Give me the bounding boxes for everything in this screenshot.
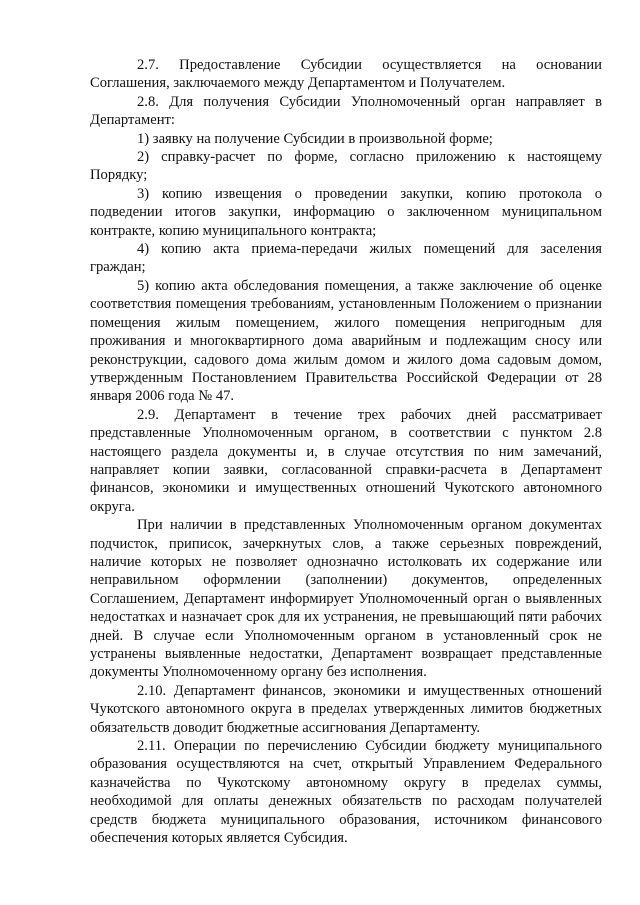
- paragraph-2-9-continued: При наличии в представленных Уполномоченным органом документах подчисток, приписок, зачеркнутых слов, а также серьезных повреждений, наличие которых не позволяет однозначно истолковать их содержание или неправильном оформлении (заполнении) документов, определенных Соглашением, Департамент информирует Уполномоченный орган о выявленных недостатках и назначает срок для их устранения, не превышающий пяти рабочих дней. В случае если Уполномоченным органом в установленный срок не устранены выявленные недостатки, Департамент возвращает представленные документы Уполномоченному органу без исполнения.: [90, 517, 602, 681]
- paragraph-2-8: 2.8. Для получения Субсидии Уполномоченный орган направляет в Департамент:: [90, 93, 602, 129]
- paragraph-2-7: 2.7. Предоставление Субсидии осуществляется на основании Соглашения, заключаемого между Департаментом и Получателем.: [90, 57, 602, 92]
- list-item-3: 3) копию извещения о проведении закупки, копию протокола о подведении итогов закупки, информацию о заключенном муниципальном контракте, копию муниципального контракта;: [90, 185, 602, 239]
- paragraph-2-9: 2.9. Департамент в течение трех рабочих дней рассматривает представленные Уполномоченным органом, в соответствии с пунктом 2.8 настоящего раздела документы и, в случае отсутствия по ним замечаний, направляет копии заявки, согласованной справки-расчета в Департамент финансов, экономики и имущественных отношений Чукотского автономного округа.: [90, 406, 602, 515]
- list-item-2: 2) справку-расчет по форме, согласно приложению к настоящему Порядку;: [90, 149, 602, 184]
- paragraph-2-10: 2.10. Департамент финансов, экономики и имущественных отношений Чукотского автономного округа в пределах утвержденных лимитов бюджетных обязательств доводит бюджетные ассигнования Департаменту.: [90, 682, 602, 736]
- list-item-1: 1) заявку на получение Субсидии в произвольной форме;: [137, 130, 493, 147]
- paragraph-2-11: 2.11. Операции по перечислению Субсидии бюджету муниципального образования осуществляются на счет, открытый Управлением Федерального казначейства по Чукотскому автономному округу в пределах суммы, необходимой для оплаты денежных обязательств по расходам получателей средств бюджета муниципального образования, источником финансового обеспечения которых является Субсидия.: [90, 738, 602, 847]
- document-page: [90, 56, 602, 847]
- list-item-4: 4) копию акта приема-передачи жилых помещений для заселения граждан;: [90, 241, 602, 276]
- list-item-5: 5) копию акта обследования помещения, а также заключение об оценке соответствия помещения требованиям, установленным Положением о признании помещения жилым помещением, жилого помещения непригодным для проживания и многоквартирного дома аварийным и подлежащим сносу или реконструкции, садового дома жилым домом и жилого дома садовым домом, утвержденным Постановлением Правительства Российской Федерации от 28 января 2006 года № 47.: [90, 277, 602, 405]
